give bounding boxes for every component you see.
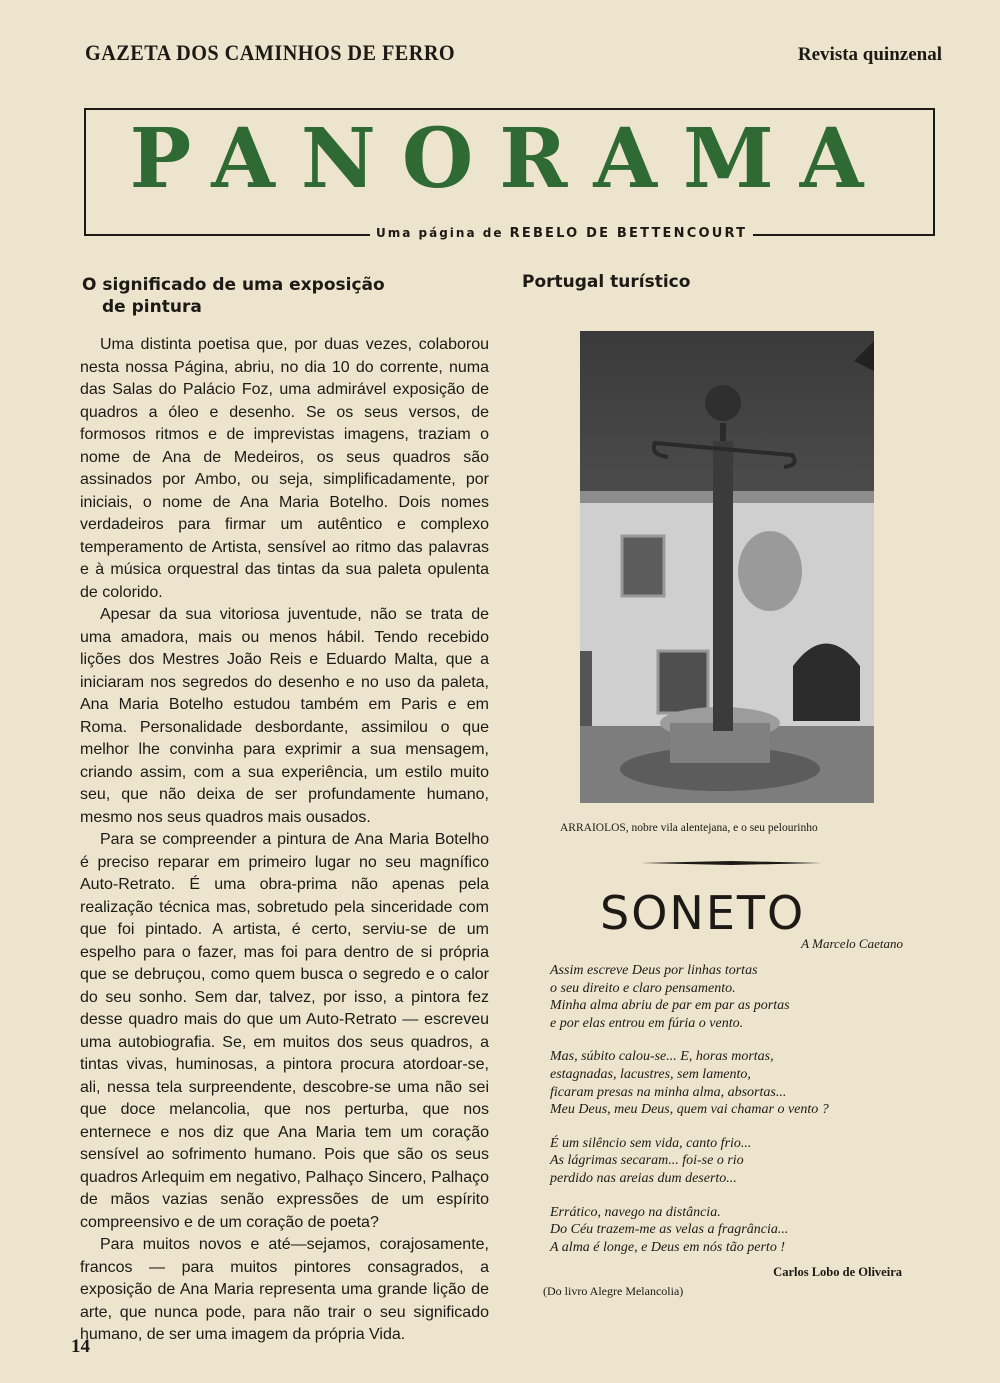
verse-line: É um silêncio sem vida, canto frio...: [550, 1135, 752, 1151]
verse-line: e por elas entrou em fúria o vento.: [550, 1015, 744, 1031]
verse-line: A alma é longe, e Deus em nós tão perto !: [550, 1239, 785, 1255]
pillory-photo: [580, 331, 874, 803]
article-paragraph: Para muitos novos e até—sejamos, corajosamente, francos — para muitos pintores consagrados, a exposição de Ana Maria representa uma grande lição de arte, que nunca pode, para não trair o seu significado humano, de ser uma imagem da própria Vida.: [80, 1236, 489, 1343]
section-title: Portugal turístico: [522, 272, 691, 292]
stanza: [550, 1048, 910, 1118]
stanza: [550, 962, 910, 1032]
sonnet-author: Carlos Lobo de Oliveira: [773, 1265, 902, 1279]
article-title-line-2: de pintura: [102, 297, 202, 317]
article-title: [82, 274, 502, 318]
article-paragraph: Uma distinta poetisa que, por duas vezes, colaborou nesta nossa Página, abriu, no dia 10 do corrente, numa das Salas do Palácio Foz, uma admirável exposição de quadros a óleo e desenho. Se os seus versos, de formosos ritmos e de imprevistas imagens, traziam o nome de Ana de Medeiros, os seus quadros são assinados por Ambo, ou seja, simplificadamente, por iniciais, o nome de Ana Maria Botelho. Dois nomes verdadeiros para firmar um autêntico e complexo temperamento de Artista, sensível ao ritmo das palavras e à música orquestral das tintas da sua paleta opulenta de colorido.: [80, 336, 489, 601]
magazine-title: GAZETA DOS CAMINHOS DE FERRO: [85, 40, 456, 65]
article-paragraph: Para se compreender a pintura de Ana Maria Botelho é preciso reparar em primeiro lugar no seu magnífico Auto-Retrato. É uma obra-prima não apenas pela realização técnica mas, sobretudo pela sinceridade com que foi pintado. A artista, é certo, serviu-se de um espelho para o fazer, mas foi para dentro de si própria que se debruçou, como quem busca o segredo e o calor do seu sonho. Sem dar, talvez, por isso, a pintora fez desse quadro mais do que um Auto-Retrato — escreveu uma autobiografia. Se, em muitos dos seus quadros, a tintas vivas, huminosas, a pintora procura atordoar-se, ali, nessa tela surpreendente, descobre-se uma não sei que doce melancolia, que nos perturba, que nos enternece e nos diz que Ana Maria tem um coração sensível ao sofrimento humano. Pois que são os seus quadros Arlequim em negativo, Palhaço Sincero, Palhaço de mãos vazias senão expressões de um espírito compreensivo e de um coração de poeta?: [80, 831, 489, 1231]
verse-line: Minha alma abriu de par em par as portas: [550, 998, 790, 1014]
byline: [370, 226, 753, 241]
verse-line: Do Céu trazem-me as velas a fragrância...: [550, 1222, 789, 1238]
byline-author: REBELO DE BETTENCOURT: [509, 226, 748, 241]
photo-caption: ARRAIOLOS, nobre vila alentejana, e o seu pelourinho: [560, 822, 818, 834]
stanza: [550, 1135, 910, 1188]
verse-line: perdido nas areias dum deserto...: [550, 1170, 737, 1186]
byline-prefix: Uma página de: [376, 226, 504, 240]
verse-line: Meu Deus, meu Deus, quem vai chamar o vento ?: [550, 1102, 829, 1118]
verse-line: As lágrimas secaram... foi-se o rio: [550, 1153, 744, 1169]
page-number: 14: [71, 1336, 90, 1357]
verse-line: Mas, súbito calou-se... E, horas mortas,: [550, 1049, 774, 1065]
divider-rule: [641, 861, 822, 865]
stanza: [550, 1204, 910, 1257]
sonnet-source: (Do livro Alegre Melancolia): [543, 1284, 684, 1298]
article-paragraph: Apesar da sua vitoriosa juventude, não se trata de uma amadora, mais ou menos hábil. Tendo recebido lições dos Mestres João Reis e Eduardo Malta, que a iniciaram nos segredos do desenho e no uso da paleta, Ana Maria Botelho estudou também em Paris e em Roma. Personalidade desbordante, assimilou o que melhor lhe convinha para exprimir a sua mensagem, criando assim, com a sua experiência, um estilo muito seu, que não deixa de ser profundamente humano, mesmo nos seus quadros mais ousados.: [80, 606, 489, 826]
sonnet-title: SONETO: [600, 886, 806, 940]
sonnet-body: [550, 962, 910, 1272]
verse-line: ficaram presas na minha alma, absortas...: [550, 1084, 787, 1100]
verse-line: o seu direito e claro pensamento.: [550, 980, 736, 996]
magazine-subtitle: Revista quinzenal: [797, 44, 942, 65]
verse-line: Errático, navego na distância.: [550, 1204, 721, 1220]
verse-line: estagnadas, lacustres, sem lamento,: [550, 1066, 751, 1082]
sonnet-dedication: A Marcelo Caetano: [801, 936, 903, 951]
verse-line: Assim escreve Deus por linhas tortas: [550, 963, 758, 978]
article-body: [80, 334, 489, 1347]
article-title-line-1: O significado de uma exposição: [82, 275, 385, 295]
panorama-title: PANORAMA: [129, 111, 890, 207]
